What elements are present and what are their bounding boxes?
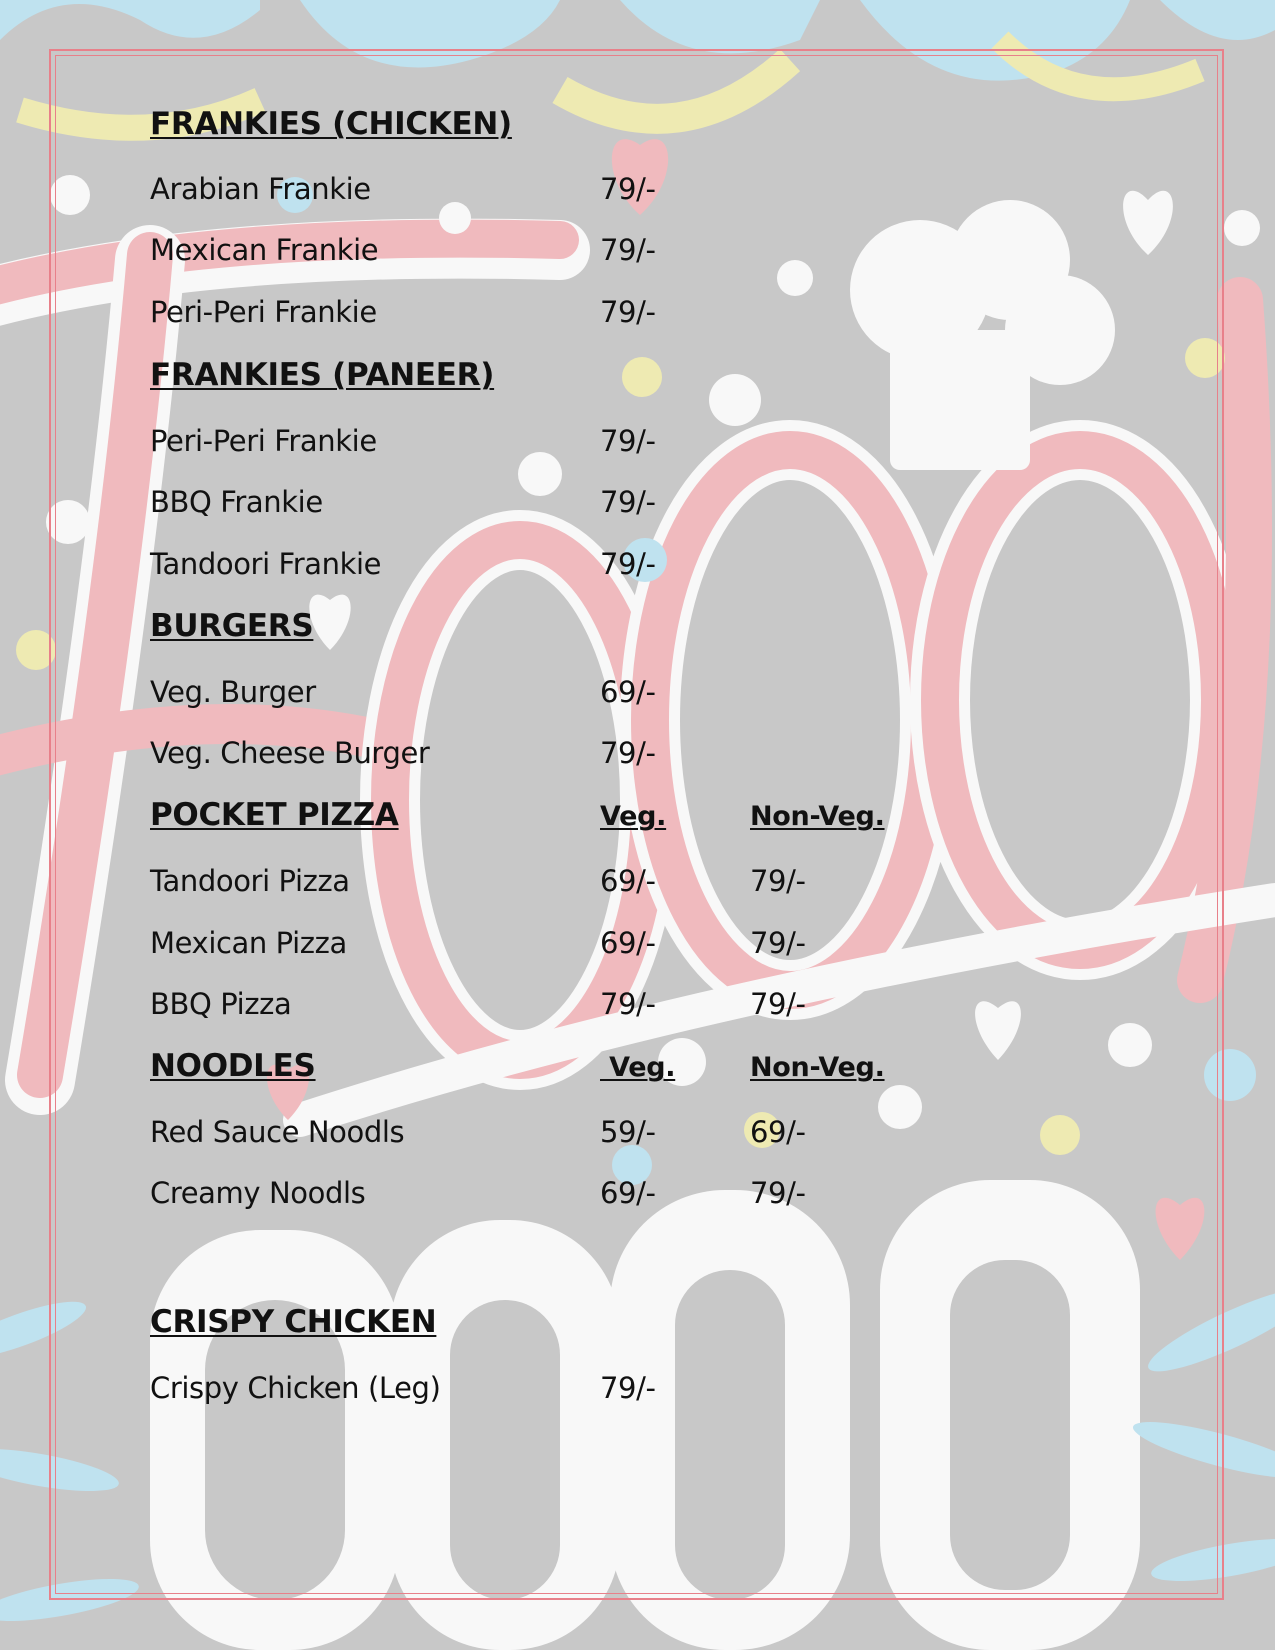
section-title-noodles: NOODLES: [150, 1048, 316, 1084]
menu-item: [150, 547, 1050, 587]
menu-item: [150, 926, 1050, 966]
menu-item: [150, 233, 1050, 273]
item-price-veg: 69/-: [600, 864, 656, 898]
item-price: 79/-: [600, 295, 656, 329]
item-price-veg: 59/-: [600, 1115, 656, 1149]
item-name: Peri-Peri Frankie: [150, 295, 377, 329]
section-title-pocket-pizza: POCKET PIZZA: [150, 797, 399, 833]
item-name: Peri-Peri Frankie: [150, 424, 377, 458]
menu-item: [150, 1176, 1050, 1216]
section-title-frankies-paneer: FRANKIES (PANEER): [150, 357, 495, 393]
item-price-veg: 69/-: [600, 1176, 656, 1210]
item-name: BBQ Pizza: [150, 987, 292, 1021]
item-price: 69/-: [600, 675, 656, 709]
item-price-non-veg: 79/-: [750, 926, 806, 960]
column-header-veg: Veg.: [600, 801, 667, 832]
item-price: 79/-: [600, 233, 656, 267]
item-name: BBQ Frankie: [150, 485, 323, 519]
column-header-non-veg: Non-Veg.: [750, 801, 885, 832]
item-price-non-veg: 79/-: [750, 987, 806, 1021]
menu-item: [150, 295, 1050, 335]
item-name: Arabian Frankie: [150, 172, 371, 206]
item-price-veg: 79/-: [600, 987, 656, 1021]
menu-item: [150, 864, 1050, 904]
item-price-non-veg: 79/-: [750, 864, 806, 898]
item-name: Veg. Burger: [150, 675, 316, 709]
menu-item: [150, 172, 1050, 212]
item-price-veg: 69/-: [600, 926, 656, 960]
menu-item: [150, 736, 1050, 776]
column-header-veg: Veg.: [600, 1052, 676, 1083]
menu-item: [150, 675, 1050, 715]
section-title-frankies-chicken: FRANKIES (CHICKEN): [150, 106, 512, 142]
section-title-burgers: BURGERS: [150, 608, 314, 644]
item-name: Crispy Chicken (Leg): [150, 1371, 441, 1405]
item-price: 79/-: [600, 736, 656, 770]
section-title-crispy-chicken: CRISPY CHICKEN: [150, 1304, 437, 1340]
item-name: Mexican Frankie: [150, 233, 379, 267]
item-name: Red Sauce Noodls: [150, 1115, 405, 1149]
item-name: Tandoori Pizza: [150, 864, 350, 898]
item-price: 79/-: [600, 172, 656, 206]
menu-item: [150, 424, 1050, 464]
column-header-non-veg: Non-Veg.: [750, 1052, 885, 1083]
menu-item: [150, 485, 1050, 525]
menu-item: [150, 1371, 1050, 1411]
item-price: 79/-: [600, 547, 656, 581]
item-price-non-veg: 79/-: [750, 1176, 806, 1210]
item-price-non-veg: 69/-: [750, 1115, 806, 1149]
item-name: Mexican Pizza: [150, 926, 347, 960]
item-price: 79/-: [600, 1371, 656, 1405]
item-price: 79/-: [600, 424, 656, 458]
item-name: Veg. Cheese Burger: [150, 736, 430, 770]
item-price: 79/-: [600, 485, 656, 519]
menu-item: [150, 987, 1050, 1027]
menu-item: [150, 1115, 1050, 1155]
item-name: Creamy Noodls: [150, 1176, 366, 1210]
item-name: Tandoori Frankie: [150, 547, 382, 581]
